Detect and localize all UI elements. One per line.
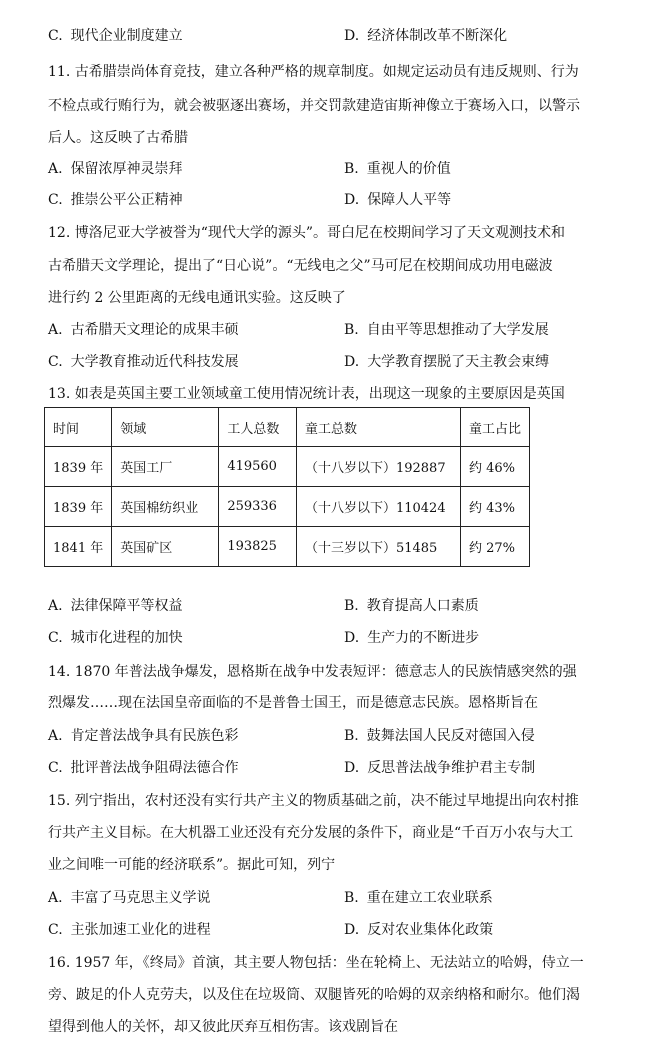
option-letter: C.	[48, 354, 63, 370]
q15-stem-line-1: 15. 列宁指出，农村还没有实行共产主义的物质基础之前，决不能过早地提出向农村推	[48, 793, 579, 809]
option-letter: C.	[48, 922, 63, 938]
table-row	[45, 487, 530, 527]
q10-option-d[interactable]	[344, 26, 507, 46]
option-text: 重视人的价值	[366, 161, 451, 177]
option-text: 主张加速工业化的进程	[70, 922, 211, 938]
q16-stem-line-3: 望得到他人的关怀，却又彼此厌弃互相伤害。该戏剧旨在	[48, 1019, 398, 1035]
option-letter: D.	[344, 28, 360, 44]
option-letter: D.	[344, 760, 360, 776]
q11-stem-line-1: 11. 古希腊崇尚体育竞技，建立各种严格的规章制度。如规定运动员有违反规则、行为	[48, 64, 579, 80]
option-text: 经济体制改革不断深化	[367, 28, 508, 44]
option-letter: A.	[48, 322, 63, 338]
option-letter: A.	[48, 890, 63, 906]
table-cell: 约 46%	[460, 447, 529, 487]
option-text: 反对农业集体化政策	[367, 922, 494, 938]
table-header-cell: 童工占比	[460, 408, 529, 447]
q14-option-b[interactable]	[344, 726, 535, 746]
table-cell: （十三岁以下）51485	[296, 527, 460, 567]
option-text: 自由平等思想推动了大学发展	[366, 322, 549, 338]
q15-option-d[interactable]	[344, 920, 493, 940]
child-labor-table	[44, 407, 530, 567]
q15-option-c[interactable]	[48, 920, 211, 940]
option-text: 法律保障平等权益	[70, 598, 183, 614]
q15-option-a[interactable]	[48, 888, 211, 908]
option-letter: B.	[344, 598, 359, 614]
option-text: 肯定普法战争具有民族色彩	[70, 728, 239, 744]
q11-option-b[interactable]	[344, 159, 451, 179]
option-text: 鼓舞法国人民反对德国入侵	[366, 728, 535, 744]
option-letter: B.	[344, 728, 359, 744]
table-cell: 1839 年	[45, 487, 112, 527]
option-text: 大学教育摆脱了天主教会束缚	[367, 354, 550, 370]
q12-option-b[interactable]	[344, 320, 549, 340]
option-text: 推崇公平公正精神	[70, 192, 183, 208]
q14-stem-line-1: 14. 1870 年普法战争爆发，恩格斯在战争中发表短评：德意志人的民族情感突然的强	[48, 664, 577, 680]
q13-option-c[interactable]	[48, 628, 183, 648]
table-cell: 193825	[219, 527, 297, 567]
q15-stem-line-3: 业之间唯一可能的经济联系”。据此可知，列宁	[48, 857, 336, 873]
table-cell: 英国工厂	[112, 447, 219, 487]
option-letter: B.	[344, 161, 359, 177]
q13-option-b[interactable]	[344, 596, 479, 616]
option-letter: B.	[344, 322, 359, 338]
option-text: 生产力的不断进步	[367, 630, 480, 646]
option-letter: C.	[48, 28, 63, 44]
q15-stem-line-2: 行共产主义目标。在大机器工业还没有充分发展的条件下，商业是“千百万小农与大工	[48, 825, 574, 841]
option-text: 保障人人平等	[367, 192, 452, 208]
table-header-cell: 工人总数	[219, 408, 297, 447]
q12-stem-line-1: 12. 博洛尼亚大学被誉为“现代大学的源头”。哥白尼在校期间学习了天文观测技术和	[48, 225, 566, 241]
q11-stem-line-2: 不检点或行贿行为，就会被驱逐出赛场，并交罚款建造宙斯神像立于赛场入口，以警示	[48, 98, 580, 114]
table-cell: 英国矿区	[112, 527, 219, 567]
option-letter: C.	[48, 760, 63, 776]
q13-stem-line-1: 13. 如表是英国主要工业领域童工使用情况统计表，出现这一现象的主要原因是英国	[48, 386, 565, 402]
q12-option-c[interactable]	[48, 352, 239, 372]
q16-stem-line-2: 旁、跛足的仆人克劳夫，以及住在垃圾筒、双腿皆死的哈姆的双亲纳格和耐尔。他们渴	[48, 987, 580, 1003]
table-row	[45, 447, 530, 487]
q11-stem-line-3: 后人。这反映了古希腊	[48, 130, 188, 146]
q13-option-d[interactable]	[344, 628, 479, 648]
q12-option-d[interactable]	[344, 352, 549, 372]
table-cell: 约 27%	[460, 527, 529, 567]
option-text: 保留浓厚神灵崇拜	[70, 161, 183, 177]
table-cell: 英国棉纺织业	[112, 487, 219, 527]
option-letter: C.	[48, 192, 63, 208]
option-text: 城市化进程的加快	[70, 630, 183, 646]
q11-option-a[interactable]	[48, 159, 183, 179]
q16-stem-line-1: 16. 1957 年，《终局》首演，其主要人物包括：坐在轮椅上、无法站立的哈姆，侍立一	[48, 955, 584, 971]
q15-option-b[interactable]	[344, 888, 493, 908]
table-header-cell: 领域	[112, 408, 219, 447]
table-cell: 约 43%	[460, 487, 529, 527]
q14-stem-line-2: 烈爆发……现在法国皇帝面临的不是普鲁士国王，而是德意志民族。恩格斯旨在	[48, 695, 538, 711]
option-letter: D.	[344, 354, 360, 370]
table-cell: （十八岁以下）110424	[296, 487, 460, 527]
q12-option-a[interactable]	[48, 320, 239, 340]
q14-option-c[interactable]	[48, 758, 239, 778]
q14-option-a[interactable]	[48, 726, 239, 746]
option-text: 丰富了马克思主义学说	[70, 890, 211, 906]
option-letter: D.	[344, 630, 360, 646]
option-letter: C.	[48, 630, 63, 646]
option-text: 反思普法战争维护君主专制	[367, 760, 536, 776]
option-letter: B.	[344, 890, 359, 906]
option-letter: A.	[48, 598, 63, 614]
option-letter: D.	[344, 922, 360, 938]
table-cell: 419560	[219, 447, 297, 487]
table-cell: （十八岁以下）192887	[296, 447, 460, 487]
option-letter: D.	[344, 192, 360, 208]
option-text: 重在建立工农业联系	[366, 890, 493, 906]
option-text: 现代企业制度建立	[70, 28, 183, 44]
table-header-cell: 童工总数	[296, 408, 460, 447]
q11-option-d[interactable]	[344, 190, 451, 210]
q14-option-d[interactable]	[344, 758, 535, 778]
option-text: 古希腊天文理论的成果丰硕	[70, 322, 239, 338]
q10-option-c[interactable]	[48, 26, 183, 46]
table-cell: 1841 年	[45, 527, 112, 567]
q12-stem-line-2: 古希腊天文学理论，提出了“日心说”。“无线电之父”马可尼在校期间成功用电磁波	[48, 258, 553, 274]
option-text: 教育提高人口素质	[366, 598, 479, 614]
table-cell: 1839 年	[45, 447, 112, 487]
option-letter: A.	[48, 161, 63, 177]
q12-stem-line-3: 进行约 2 公里距离的无线电通讯实验。这反映了	[48, 290, 346, 306]
q13-option-a[interactable]	[48, 596, 183, 616]
option-letter: A.	[48, 728, 63, 744]
table-header-cell: 时间	[45, 408, 112, 447]
table-header-row	[45, 408, 530, 447]
option-text: 大学教育推动近代科技发展	[70, 354, 239, 370]
table-row	[45, 527, 530, 567]
table-cell: 259336	[219, 487, 297, 527]
option-text: 批评普法战争阻碍法德合作	[70, 760, 239, 776]
q11-option-c[interactable]	[48, 190, 183, 210]
